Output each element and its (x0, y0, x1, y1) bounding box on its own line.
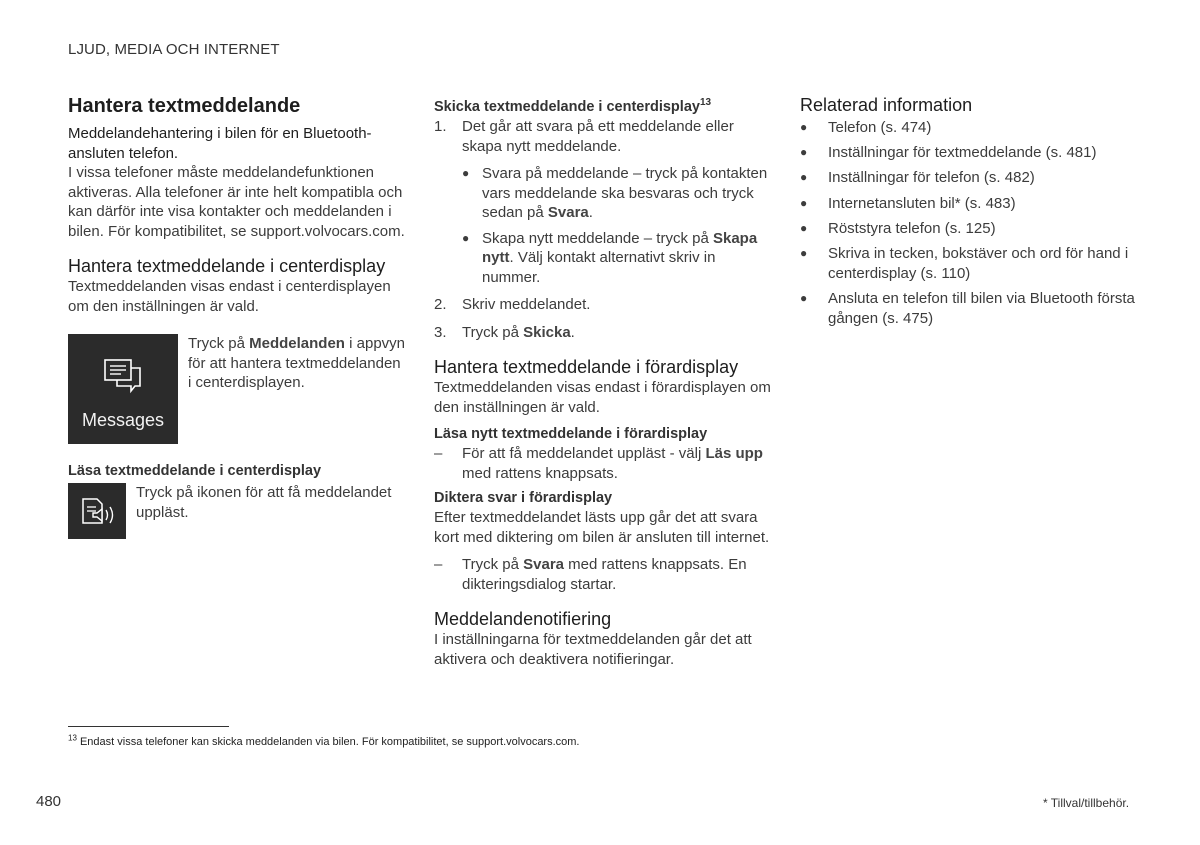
dictate-prefix: Tryck på (462, 556, 524, 573)
footnote-divider (68, 726, 229, 727)
footnote-text: Endast vissa telefoner kan skicka meddelanden via bilen. För kompatibilitet, se support.volvocars.com. (79, 736, 580, 748)
instruction-prefix: Tryck på (188, 335, 250, 352)
dictate-suffix: med rattens knappsats. En dikteringsdialog startar. (462, 556, 747, 593)
dictate-step-text (462, 555, 774, 594)
read-instruction (68, 483, 408, 539)
read-aloud-icon (80, 495, 116, 527)
read-aloud-tile (68, 483, 126, 539)
step-2: 2. Skriv meddelandet. (434, 296, 591, 313)
step-1-text: Det går att svara på ett meddelande eller skapa nytt meddelande. (462, 118, 734, 155)
send-heading (434, 98, 774, 117)
readnew-suffix: med rattens knappsats. (462, 464, 618, 482)
send-heading-text: Skicka textmeddelande i centerdisplay (434, 99, 700, 115)
related-item[interactable]: ● Telefon (s. 474) (800, 118, 932, 136)
step-3-text (462, 323, 575, 343)
read-heading: Läsa textmeddelande i centerdisplay (68, 463, 322, 479)
related-item-text: Inställningar för textmeddelande (s. 481) (828, 144, 1097, 162)
running-header: LJUD, MEDIA OCH INTERNET (68, 41, 280, 58)
related-item-text: Telefon (s. 474) (828, 118, 932, 136)
option-reply-prefix: Svara på meddelande – tryck på kontakten vars meddelande ska besvaras och tryck sedan på (482, 165, 768, 221)
driver-heading: Hantera textmeddelande i förardisplay (434, 357, 739, 377)
dictate-step: – Tryck på Svara med rattens knappsats. En dikteringsdialog startar. (434, 555, 774, 594)
column-middle (434, 94, 774, 669)
dictate-heading: Diktera svar i förardisplay (434, 490, 613, 506)
optional-note: * Tillval/tillbehör. (1043, 796, 1130, 810)
messages-tile-label: Messages (81, 409, 165, 430)
related-item[interactable]: ● Ansluta en telefon till bilen via Bluetooth första gången (s. 475) (800, 289, 1140, 328)
notif-heading: Meddelandenotifiering (434, 609, 612, 629)
readnew-prefix: För att få meddelandet uppläst - välj (462, 445, 706, 462)
related-list (800, 118, 1140, 328)
option-reply-suffix: . (588, 204, 593, 221)
centerdisplay-text: Textmeddelanden visas endast i centerdisplayen om den inställningen är vald. (68, 278, 391, 315)
related-item[interactable]: ● Inställningar för textmeddelande (s. 481) (800, 144, 1097, 162)
option-new-suffix: . Välj kontakt alternativt skriv in nummer. (482, 249, 716, 286)
centerdisplay-heading: Hantera textmeddelande i centerdisplay (68, 256, 386, 276)
lead-text: Meddelandehantering i bilen för en Bluetooth-ansluten telefon. (68, 125, 372, 162)
option-new-text (482, 229, 774, 288)
messages-instruction-text (188, 334, 408, 444)
footnote-ref: 13 (699, 97, 712, 109)
ui-label-skicka: Skicka (523, 323, 571, 341)
step-1-options (462, 164, 774, 287)
footnote (68, 733, 580, 753)
related-item-text: Skriva in tecken, bokstäver och ord för hand i centerdisplay (s. 110) (828, 245, 1129, 282)
section-title: Hantera textmeddelande (68, 95, 301, 117)
option-reply-text (482, 164, 774, 223)
step-2-text: Skriv meddelandet. (462, 296, 591, 313)
step-3-prefix: Tryck på (462, 323, 524, 341)
ui-label-las-upp: Läs upp (705, 445, 763, 462)
ui-label-svara-2: Svara (523, 556, 564, 573)
related-item[interactable]: ● Inställningar för telefon (s. 482) (800, 169, 1035, 187)
related-item[interactable]: ● Skriva in tecken, bokstäver och ord för hand i centerdisplay (s. 110) (800, 244, 1140, 283)
related-item-text: Internetansluten bil* (s. 483) (828, 194, 1016, 212)
option-new-prefix: Skapa nytt meddelande – tryck på (482, 229, 713, 247)
read-instruction-text: Tryck på ikonen för att få meddelandet uppläst. (136, 484, 392, 521)
related-item[interactable]: ● Internetansluten bil* (s. 483) (800, 194, 1016, 212)
step-3: 3. Tryck på Skicka. (434, 323, 575, 341)
column-right (800, 94, 1140, 328)
notif-text: I inställningarna för textmeddelanden går det att aktivera och deaktivera notifieringar. (434, 631, 752, 668)
step-1: 1. Det går att svara på ett meddelande eller skapa nytt meddelande. (434, 117, 774, 156)
step-3-suffix: . (570, 323, 575, 341)
dictate-text: Efter textmeddelandet lästs upp går det att svara kort med diktering om bilen är ansluten till internet. (434, 509, 770, 546)
related-heading: Relaterad information (800, 95, 973, 115)
page-number: 480 (36, 793, 62, 810)
intro-text: I vissa telefoner måste meddelandefunktionen aktiveras. Alla telefoner är inte helt kompatibla och kan därför inte visa kontakter och meddelanden i bilen. För kompatibilitet, se support.volvocars.com. (68, 164, 405, 240)
messages-icon (103, 358, 143, 394)
ui-label-svara: Svara (547, 204, 589, 221)
option-new: ● Skapa nytt meddelande – tryck på Skapa nytt. Välj kontakt alternativt skriv in nummer. (462, 229, 774, 288)
instruction-suffix: i appvyn för att hantera textmeddelanden i centerdisplayen. (188, 335, 406, 391)
messages-app-tile (68, 334, 178, 444)
readnew-heading: Läsa nytt textmeddelande i förardisplay (434, 426, 708, 442)
related-item-text: Röststyra telefon (s. 125) (828, 219, 996, 237)
messages-instruction (68, 334, 408, 444)
column-left (68, 94, 408, 539)
related-item[interactable]: ● Röststyra telefon (s. 125) (800, 219, 996, 237)
send-steps (434, 117, 774, 156)
ui-label-skapa-nytt: Skapa nytt (482, 229, 758, 266)
ui-label-meddelanden: Meddelanden (249, 335, 345, 352)
readnew-step: – För att få meddelandet uppläst - välj Läs upp med rattens knappsats. (434, 444, 774, 483)
footnote-marker: 13 (68, 733, 77, 743)
driver-text: Textmeddelanden visas endast i förardisplayen om den inställningen är vald. (434, 379, 771, 416)
send-steps-cont (434, 295, 774, 342)
related-item-text: Ansluta en telefon till bilen via Bluetooth första gången (s. 475) (828, 290, 1135, 327)
readnew-step-text (462, 444, 774, 483)
option-reply: ● Svara på meddelande – tryck på kontakten vars meddelande ska besvaras och tryck sedan på Svara. (462, 164, 774, 223)
related-item-text: Inställningar för telefon (s. 482) (828, 169, 1035, 187)
